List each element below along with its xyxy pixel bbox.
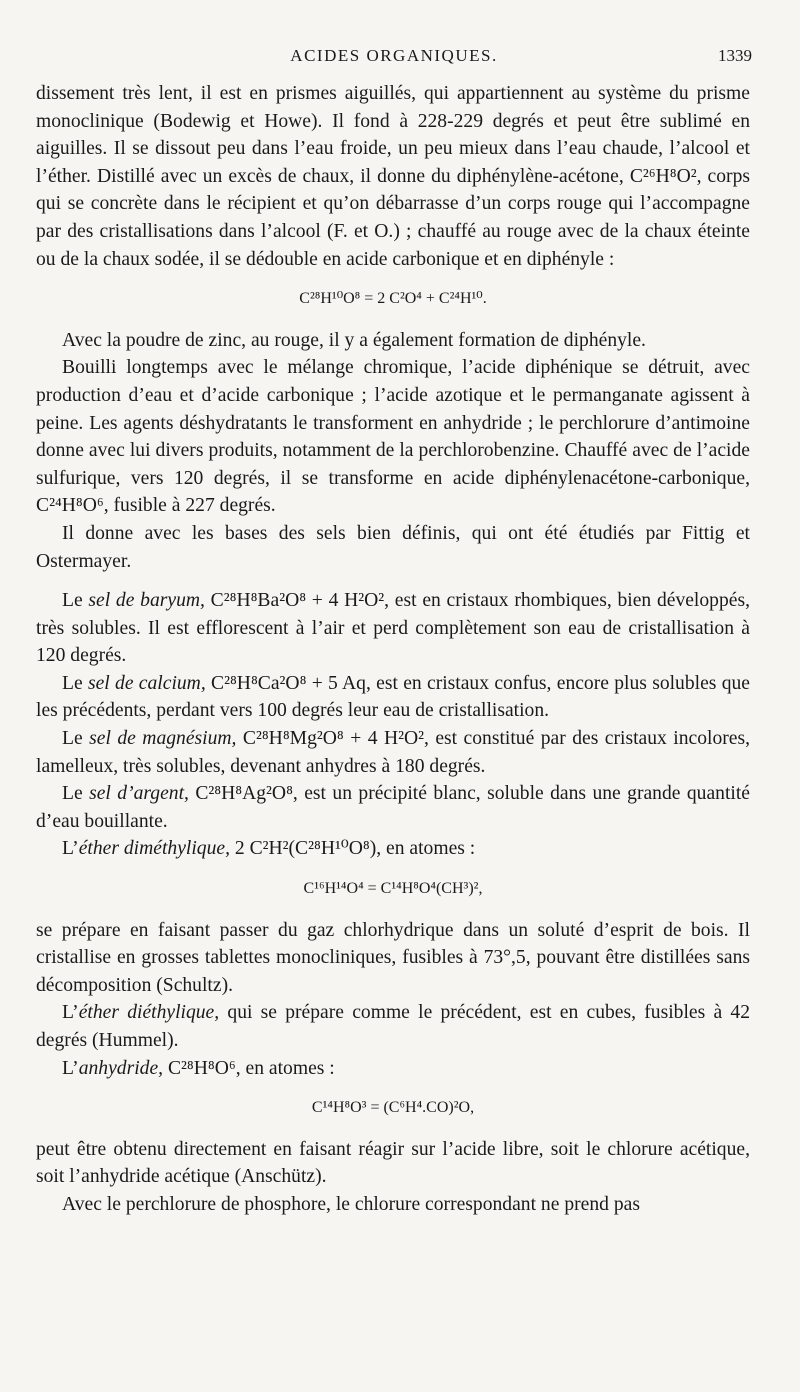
magnesium-salt-term: sel de magnésium, [89, 728, 237, 750]
anhydride-lead: L’ [62, 1057, 79, 1079]
paragraph-perchloride: Avec le perchlorure de phosphore, le chlorure correspondant ne prend pas [62, 1193, 640, 1215]
paragraph-silver-salt [36, 780, 750, 835]
paragraph-oxidation: Bouilli longtemps avec le mélange chromique, l’acide diphénique se détruit, avec production d’eau et d’acide carbonique ; l’acide azotique et le permanganate agissent à peine. Les agents déshydratants le transforment en anhydride ; le perchlorure d’antimoine donne avec lui divers produits, notamment de la perchlorobenzine. Chauffé avec de l’acide sulfurique, vers 120 degrés, il se transforme en acide diphénylenacétone-carbonique, C²⁴H⁸O⁶, fusible à 227 degrés. [36, 357, 750, 517]
paragraph-salts-intro: Il donne avec les bases des sels bien définis, qui ont été étudiés par Fittig et Ostermayer. [36, 522, 750, 572]
silver-salt-text: C²⁸H⁸Ag²O⁸, est un précipité blanc, soluble dans une grande quantité d’eau bouillante. [36, 783, 750, 832]
dimethyl-lead: L’ [62, 838, 79, 860]
paragraph-continuation: dissement très lent, il est en prismes aiguillés, qui appartiennent au système du prisme monoclinique (Bodewig et Howe). Il fond à 228-229 degrés et peut être sublimé en aiguilles. Il se dissout peu dans l’eau froide, un peu mieux dans l’eau chaude, l’alcool et l’éther. Distillé avec un excès de chaux, il donne du diphénylène-acétone, C²⁶H⁸O², corps qui se concrète dans le récipient et qu’on débarrasse d’un corps rouge qui l’accompagne par des cristallisations dans l’alcool (F. et O.) ; chauffé au rouge avec de la chaux éteinte ou de la chaux sodée, il se dédouble en acide carbonique et en diphényle : [36, 83, 750, 270]
diethyl-ether-term: éther diéthylique, [78, 1002, 220, 1024]
paragraph-zinc: Avec la poudre de zinc, au rouge, il y a également formation de diphényle. [62, 329, 646, 351]
paragraph-diethyl-ether [36, 999, 750, 1054]
paragraph-barium-salt [36, 587, 750, 670]
silver-lead: Le [62, 783, 90, 805]
paragraph-dimethyl-ether [36, 835, 750, 863]
formula-decomposition: C²⁸H¹⁰O⁸ = 2 C²O⁴ + C²⁴H¹⁰. [299, 290, 487, 308]
anhydride-text: C²⁸H⁸O⁶, en atomes : [163, 1057, 335, 1079]
formula-anhydride: C¹⁴H⁸O³ = (C⁶H⁴.CO)²O, [311, 1099, 475, 1117]
page-header [36, 46, 752, 70]
barium-salt-text: C²⁸H⁸Ba²O⁸ + 4 H²O², est en cristaux rhombiques, bien développés, très solubles. Il est efflorescent à l’air et perd complètement son eau de cristallisation à 120 degrés. [36, 590, 750, 667]
page-body [36, 80, 750, 1219]
barium-lead: Le [62, 590, 89, 612]
paragraph-magnesium-salt [36, 725, 750, 780]
paragraph-dimethyl-prep: se prépare en faisant passer du gaz chlorhydrique dans un soluté d’esprit de bois. Il cristallise en grosses tablettes monocliniques, fusibles à 73°,5, pouvant être distillées sans décomposition (Schultz). [36, 919, 750, 996]
dimethyl-ether-term: éther diméthylique, [78, 838, 230, 860]
dimethyl-ether-text: 2 C²H²(C²⁸H¹⁰O⁸), en atomes : [229, 838, 476, 860]
calcium-salt-text: C²⁸H⁸Ca²O⁸ + 5 Aq, est en cristaux confus, encore plus solubles que les précédents, perdant vers 100 degrés leur eau de cristallisation. [36, 672, 750, 722]
paragraph-calcium-salt [36, 670, 750, 725]
diethyl-lead: L’ [62, 1002, 79, 1024]
anhydride-term: anhydride, [78, 1057, 164, 1079]
barium-salt-term: sel de baryum, [88, 590, 205, 612]
silver-salt-term: sel d’argent, [89, 783, 189, 805]
calcium-salt-term: sel de calcium, [87, 672, 206, 694]
magnesium-salt-text: C²⁸H⁸Mg²O⁸ + 4 H²O², est constitué par des cristaux incolores, lamelleux, très solubles, devenant anhydres à 180 degrés. [36, 728, 750, 777]
page-number: 1339 [718, 46, 752, 65]
formula-dimethyl-ether: C¹⁶H¹⁴O⁴ = C¹⁴H⁸O⁴(CH³)², [303, 880, 483, 898]
paragraph-anhydride-prep: peut être obtenu directement en faisant réagir sur l’acide libre, soit le chlorure acétique, soit l’anhydride acétique (Anschütz). [36, 1138, 750, 1188]
diethyl-ether-text: qui se prépare comme le précédent, est en cubes, fusibles à 42 degrés (Hummel). [36, 1002, 750, 1051]
paragraph-anhydride [36, 1055, 750, 1083]
magnesium-lead: Le [62, 728, 90, 750]
calcium-lead: Le [62, 672, 88, 694]
running-head: ACIDES ORGANIQUES. [290, 46, 498, 65]
